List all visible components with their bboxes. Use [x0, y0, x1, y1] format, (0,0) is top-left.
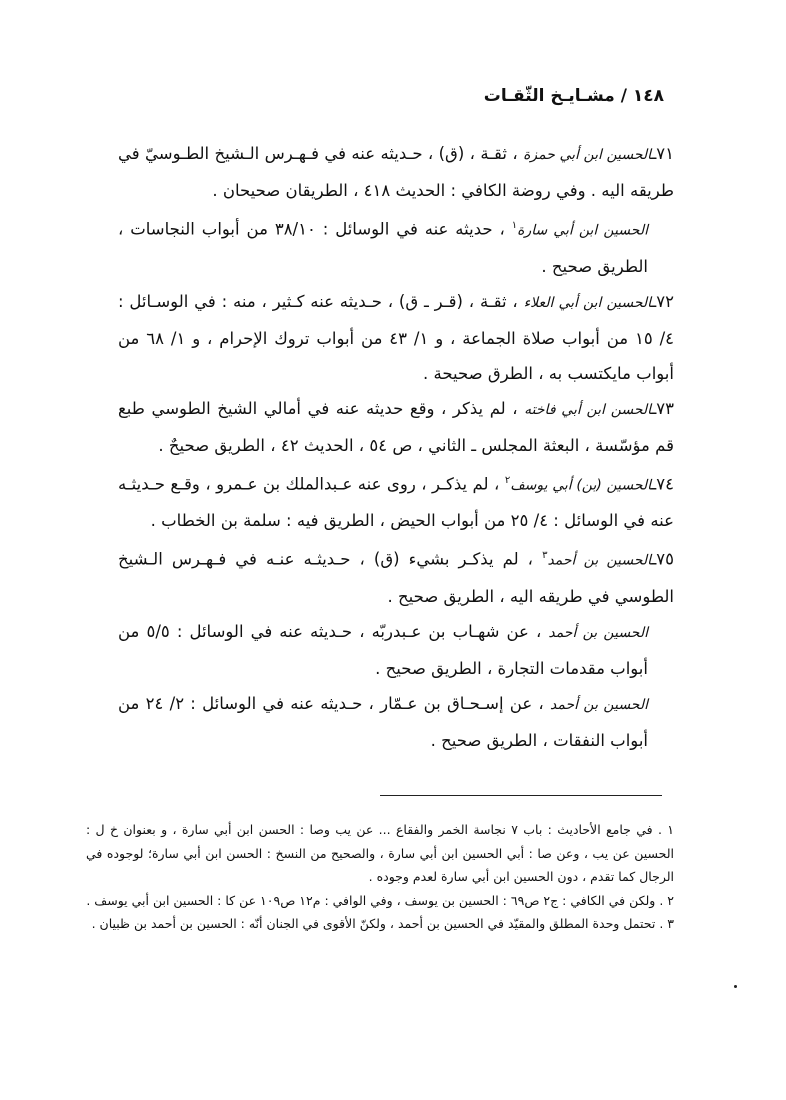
footnote-divider	[380, 795, 662, 796]
stray-dot	[734, 985, 737, 988]
footnote-ref[interactable]: ٣	[542, 550, 548, 561]
footnote-2	[86, 889, 674, 913]
footnote-number: ٢ .	[659, 892, 674, 908]
sub-entry-text: ، عن شهـاب بن عـبدربّه ، حـديثه عنه في الوسائل : ٥/٥ من أبواب مقدمات التجارة ، الطريق صحيح .	[118, 621, 648, 678]
narrator-name: الحسين ابن أبي سارة	[517, 222, 648, 239]
footnotes	[86, 818, 674, 936]
sub-entry	[118, 686, 674, 758]
entry-text: ، ثقـة ، (ق) ، حـديثه عنه في فـهـرس الـشيخ الطـوسيّ في طريقه اليه . وفي روضة الكافي : الحديث ٤١٨ ، الطريقان صحيحان .	[118, 144, 674, 200]
footnote-number: ١ .	[657, 822, 674, 837]
page-header: ١٤٨ / مشـايـخ الثّقـات	[483, 86, 664, 106]
footnote-text: تحتمل وحدة المطلق والمقيّد في الحسين بن أحمد ، ولكنّ الأقوى في الجنان أنّه : الحسين بن أحمد بن ظبيان .	[91, 916, 656, 931]
narrator-name: الحسن ابن أبي فاخته	[524, 401, 652, 418]
footnote-text: في جامع الأحاديث : باب ٧ نجاسة الخمر والفقاع ... عن يب وصا : الحسن ابن أبي سارة ، و بعنوان خ ل : الحسين عن يب ، وعن صا : أبي الحسين ابن أبي سارة ، والصحيح من النسخ : الحسن ابن أبي سارة؛ لوجوده في الرجال كما تقدم ، دون الحسين ابن أبي سارة لعدم وجوده .	[86, 822, 674, 884]
narrator-name: الحسين (بن) أبي يوسف	[510, 477, 652, 493]
entry-number: ٧١ـ	[651, 144, 675, 163]
entry-text: ، ثقـة ، (قـر ـ ق) ، حـديثه عنه كـثير ، منه : في الوسـائل : ٤/ ١٥ من أبواب صلاة الجماعة ، و ١/ ٤٣ من أبواب تروك الإحرام ، و ١/ ٦٨ من أبواب مايكتسب به ، الطرق صحيحة .	[118, 291, 675, 383]
footnote-ref[interactable]: ٢	[504, 474, 511, 486]
entry-number: ٧٤ـ	[651, 474, 674, 493]
entry-number: ٧٣ـ	[651, 398, 675, 418]
footnote-3	[86, 912, 674, 936]
entry-75	[118, 538, 674, 758]
sub-entry	[118, 614, 674, 686]
narrator-name: الحسين ابن أبي العلاء	[523, 294, 652, 311]
entry-number: ٧٢ـ	[651, 291, 674, 311]
footnote-text: ولكن في الكافي : ج٢ ص٦٩ : الحسين بن يوسف ، وفي الوافي : م١٢ ص١٠٩ عن كا : الحسين ابن أبي يوسف .	[86, 892, 656, 908]
main-text	[118, 136, 674, 758]
entry-71	[118, 136, 674, 284]
entry-72	[118, 284, 674, 391]
sub-entry-text: ، حديثه عنه في الوسائل : ٣٨/١٠ من أبواب النجاسات ، الطريق صحيح .	[118, 219, 648, 276]
sub-entry	[118, 208, 674, 284]
narrator-name: الحسين بن أحمد	[548, 624, 648, 641]
entry-text: ، لم يذكـر بشيء (ق) ، حـديثـه عنـه في فـهـرس الـشيخ الطوسي في طريقه اليه ، الطريق صحيح .	[118, 549, 674, 606]
entry-text: ، لم يذكر ، وقع حديثه عنه في أمالي الشيخ الطوسي طبع قم مؤسّسة ، البعثة المجلس ـ الثاني ، ص ٥٤ ، الحديث ٤٢ ، الطريق صحيحٌ .	[118, 398, 674, 455]
sub-entry-text: ، عن إسـحـاق بن عـمّار ، حـديثه عنه في الوسائل : ٢/ ٢٤ من أبواب النفقات ، الطريق صحيح .	[118, 693, 648, 750]
entry-number: ٧٥ـ	[651, 549, 675, 569]
entry-74	[118, 463, 674, 539]
footnote-number: ٣ .	[659, 916, 674, 931]
narrator-name: الحسين بن أحمد	[550, 696, 648, 713]
narrator-name: الحسين ابن أبي حمزة	[523, 147, 652, 163]
footnote-1	[86, 818, 674, 889]
narrator-name: الحسين بن أحمد	[547, 552, 652, 569]
entry-text: ، لم يذكـر ، روى عنه عـبدالملك بن عـمرو ، وقـع حـديثـه عنه في الوسائل : ٤/ ٢٥ من أبواب الحيض ، الطريق فيه : سلمة بن الخطاب .	[118, 474, 674, 530]
entry-73	[118, 391, 674, 463]
footnote-ref[interactable]: ١	[511, 220, 518, 231]
